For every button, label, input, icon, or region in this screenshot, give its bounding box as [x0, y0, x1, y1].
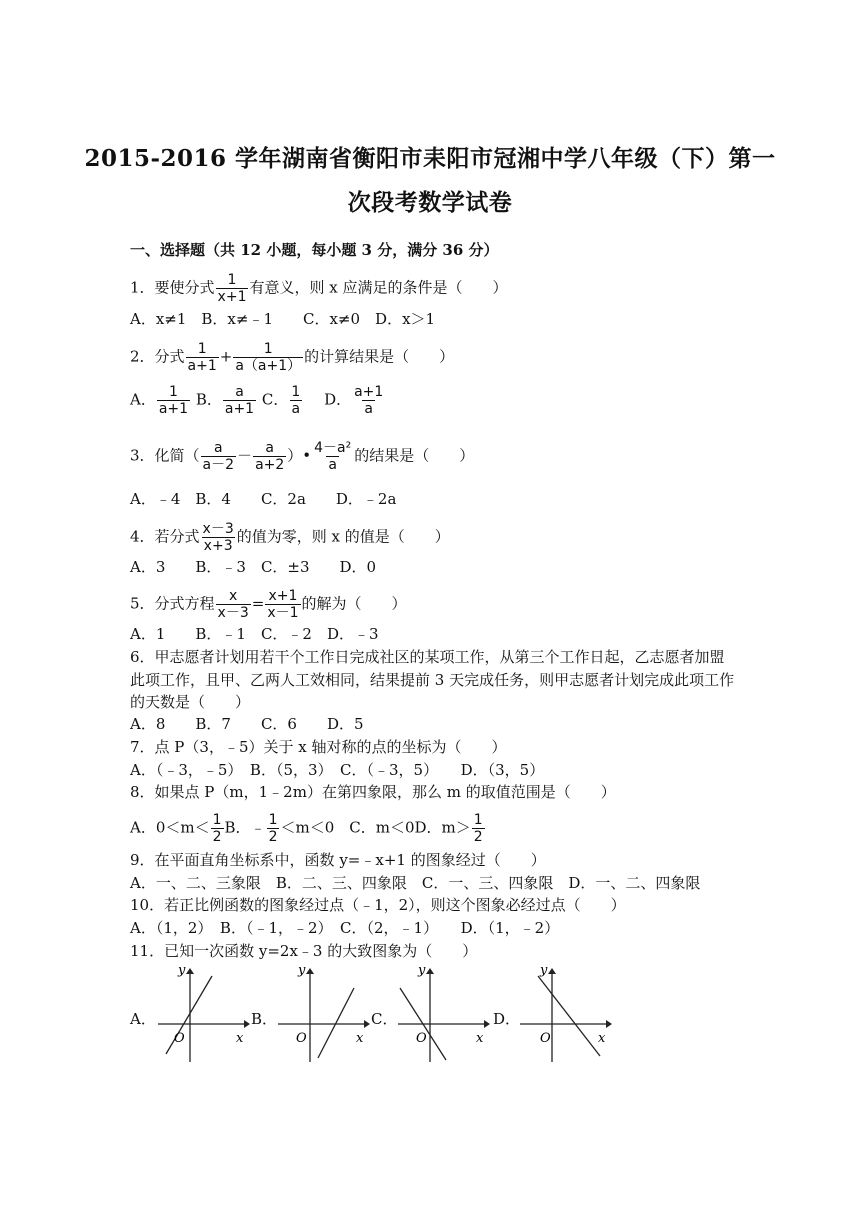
question-2-options: A． $\frac{1}{a+1}$ B． $\frac{a}{a+1}$ C． $\frac{1}{a}$ D． $\frac{a+1}{a}$: [130, 384, 384, 417]
q5-fraction-1: $\frac{x}{x-3}$: [217, 588, 249, 621]
q11-graph-c: [394, 964, 490, 1064]
question-1-options: A．x≠1 B．x≠﹣1 C．x≠0 D．x＞1: [130, 310, 436, 328]
q1-prefix: 1．要使分式: [130, 278, 215, 297]
question-4-options: A．3 B．﹣3 C．±3 D．0: [130, 558, 377, 576]
q3-fraction-1: $\frac{a}{a-2}$: [202, 440, 235, 473]
q11-label-a: A．: [130, 1010, 156, 1028]
q2-option-b: $\frac{a}{a+1}$: [224, 384, 255, 417]
question-8: 8．如果点 P（m，1﹣2m）在第四象限，那么 m 的取值范围是（ ）: [130, 783, 616, 801]
graph-d-origin-label: O: [540, 1031, 551, 1046]
question-5: 5．分式方程 $\frac{x}{x-3}$ = $\frac{x+1}{x-1}$ 的解为（ ）: [130, 588, 407, 621]
q11-graph-a: [154, 964, 250, 1064]
question-3-options: A．﹣4 B．4 C．2a D．﹣2a: [130, 490, 397, 508]
graph-d-x-label: x: [598, 1031, 606, 1046]
graph-a-y-label: y: [178, 964, 186, 978]
graph-a-x-label: x: [236, 1031, 244, 1046]
q2-fraction-2: $\frac{1}{a(a+1)}$: [235, 341, 302, 374]
question-6-line-3: 的天数是（ ）: [130, 693, 251, 711]
graph-a-origin-label: O: [174, 1031, 185, 1046]
question-10: 10．若正比例函数的图象经过点（﹣1，2），则这个图象必经过点（ ）: [130, 896, 626, 914]
page-title-line1: 2015-2016 学年湖南省衡阳市耒阳市冠湘中学八年级（下）第一: [84, 145, 776, 172]
q1-suffix: 有意义，则 x 应满足的条件是（ ）: [249, 278, 508, 297]
question-5-options: A．1 B．﹣1 C．﹣2 D．﹣3: [130, 625, 379, 643]
q2-fraction-1: $\frac{1}{a+1}$: [187, 341, 217, 374]
graph-b-x-label: x: [356, 1031, 364, 1046]
question-10-options: A．（1，2） B．（﹣1，﹣2） C．（2，﹣1） D．（1，﹣2）: [130, 919, 560, 937]
q11-label-b: B．: [251, 1010, 278, 1028]
question-8-options: A．0＜m＜ $\frac{1}{2}$ B．﹣ $\frac{1}{2}$ ＜m＜0 C．m＜0D．m＞ $\frac{1}{2}$: [130, 812, 483, 845]
question-1: [130, 272, 507, 305]
graph-b-origin-label: O: [296, 1031, 307, 1046]
q4-fraction: $\frac{x-3}{x+3}$: [202, 521, 234, 554]
graph-d-y-label: y: [540, 964, 548, 978]
q11-graph-d: [516, 964, 612, 1064]
question-6-options: A．8 B．7 C．6 D．5: [130, 715, 364, 733]
q11-graph-b: [274, 964, 370, 1064]
q3-fraction-3: $\frac{\text{4－a²}}{a}$: [314, 440, 352, 473]
q2-option-a: $\frac{1}{a+1}$: [158, 384, 189, 417]
question-6-line-2: 此项工作，且甲、乙两人工效相同，结果提前 3 天完成任务，则甲志愿者计划完成此项工作: [130, 671, 735, 689]
q2-option-d: $\frac{a+1}{a}$: [354, 384, 384, 417]
q11-label-c: C．: [371, 1010, 398, 1028]
q11-label-d: D．: [493, 1010, 521, 1028]
question-9: 9．在平面直角坐标系中，函数 y=﹣x+1 的图象经过（ ）: [130, 851, 546, 869]
question-6-line-1: 6．甲志愿者计划用若干个工作日完成社区的某项工作，从第三个工作日起，乙志愿者加盟: [130, 648, 725, 666]
q8-option-a-fraction: $\frac{1}{2}$: [212, 812, 222, 845]
question-3: 3．化简（ $\frac{a}{a-2}$ － $\frac{a}{a+2}$ ）• $\frac{\text{4－a²}}{a}$ 的结果是（ ）: [130, 440, 475, 473]
question-7: 7．点 P（3，﹣5）关于 x 轴对称的点的坐标为（ ）: [130, 738, 507, 756]
q5-fraction-2: $\frac{x+1}{x-1}$: [267, 588, 299, 621]
graph-b-y-label: y: [298, 964, 306, 978]
section-heading: 一、选择题（共 12 小题，每小题 3 分，满分 36 分）: [130, 241, 499, 259]
q2-option-c: $\frac{1}{a}$: [291, 384, 301, 417]
question-11: 11．已知一次函数 y=2x﹣3 的大致图象为（ ）: [130, 942, 478, 960]
question-9-options: A．一、二、三象限 B．二、三、四象限 C．一、三、四象限 D．一、二、四象限: [130, 874, 701, 892]
graph-c-y-label: y: [418, 964, 426, 978]
question-4: 4．若分式 $\frac{x-3}{x+3}$ 的值为零，则 x 的值是（ ）: [130, 521, 450, 554]
question-2: 2．分式 $\frac{1}{a+1}$ + $\frac{1}{a(a+1)}$ 的计算结果是（ ）: [130, 341, 455, 374]
question-7-options: A．（﹣3，﹣5） B．（5，3） C．（﹣3，5） D．（3，5）: [130, 761, 545, 779]
q8-option-b-fraction: $\frac{1}{2}$: [268, 812, 278, 845]
page-title-line2: 次段考数学试卷: [347, 189, 513, 216]
q8-option-d-fraction: $\frac{1}{2}$: [473, 812, 483, 845]
q3-fraction-2: $\frac{a}{a+2}$: [255, 440, 285, 473]
graph-c-x-label: x: [476, 1031, 484, 1046]
q1-fraction: $\frac{1}{x+1}$: [217, 272, 247, 305]
graph-c-origin-label: O: [416, 1031, 427, 1046]
